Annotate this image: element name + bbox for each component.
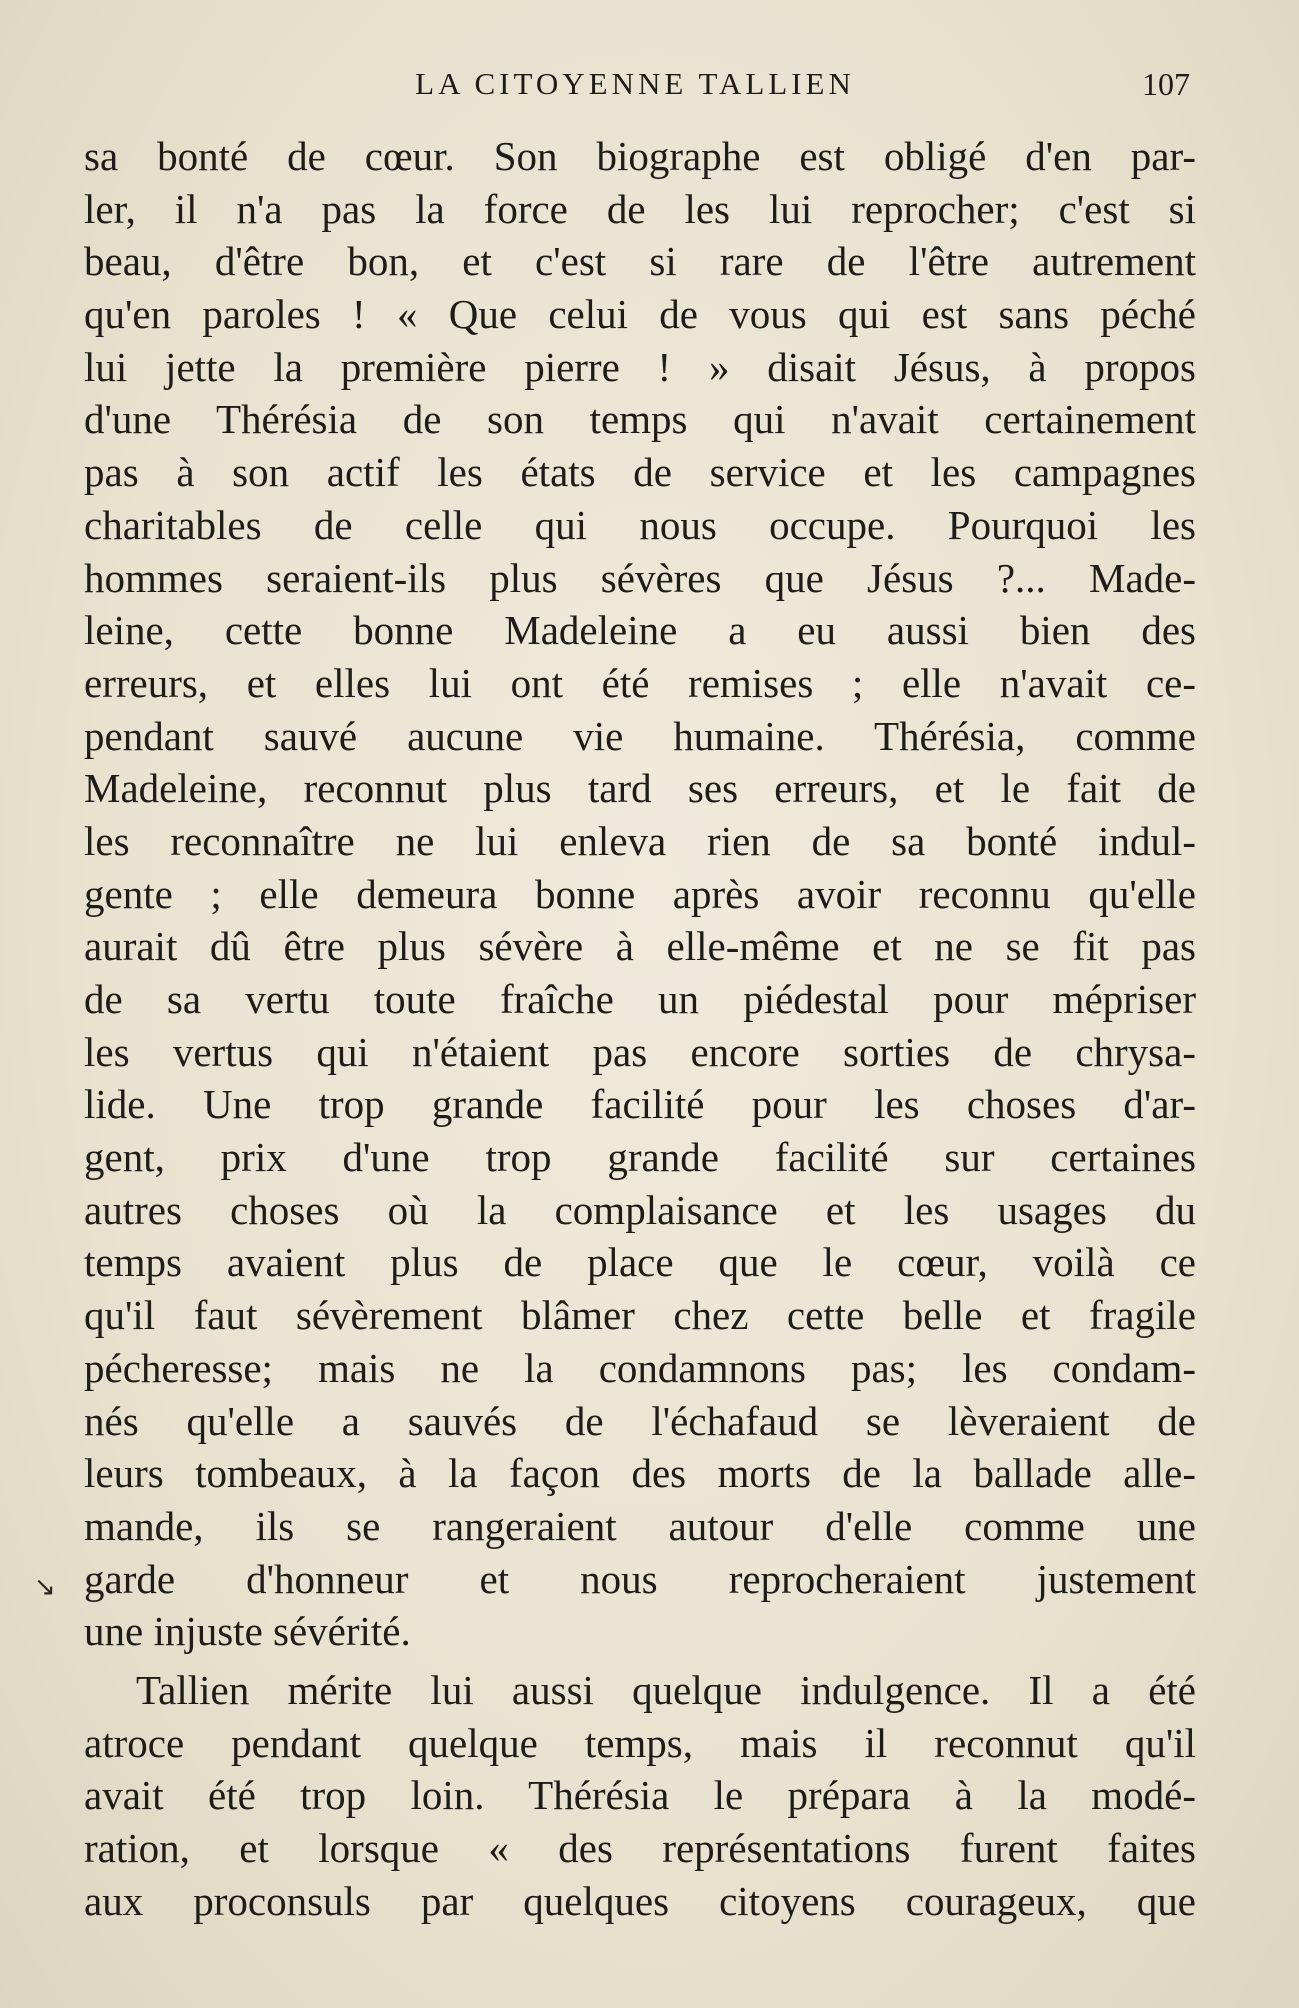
text-line: pas à son actif les états de service et les campagnes [84,449,1196,496]
text-line: avait été trop loin. Thérésia le prépara à la modé- [84,1772,1196,1819]
running-header [80,62,1190,106]
text-line: leurs tombeaux, à la façon des morts de la ballade alle- [84,1450,1196,1497]
text-line: gente ; elle demeura bonne après avoir reconnu qu'elle [84,870,1196,917]
body-text [84,130,1196,1927]
text-line: Madeleine, reconnut plus tard ses erreurs, et le fait de [84,765,1196,812]
text-line: mande, ils se rangeraient autour d'elle comme une [84,1502,1196,1549]
text-line: garde d'honneur et nous reprocheraient justement [84,1555,1196,1602]
page-number: 107 [1142,66,1190,102]
text-line: les vertus qui n'étaient pas encore sorties de chrysa- [84,1028,1196,1075]
text-line: gent, prix d'une trop grande facilité sur certaines [84,1134,1196,1181]
paragraph-2 [84,1664,1196,1927]
text-line: aux proconsuls par quelques citoyens courageux, que [84,1877,1196,1924]
text-line: qu'en paroles ! « Que celui de vous qui est sans péché [84,291,1196,338]
text-line: de sa vertu toute fraîche un piédestal pour mépriser [84,976,1196,1022]
text-line: Tallien mérite lui aussi quelque indulgence. Il a été [136,1666,1196,1713]
text-line: charitables de celle qui nous occupe. Pourquoi les [84,501,1196,548]
text-line: pendant sauvé aucune vie humaine. Thérésia, comme [84,712,1196,759]
text-line: pécheresse; mais ne la condamnons pas; les condam- [84,1344,1196,1391]
text-line: lui jette la première pierre ! » disait Jésus, à propos [84,343,1196,390]
text-line: une injuste sévérité. [84,1608,411,1655]
text-line: leine, cette bonne Madeleine a eu aussi bien des [84,607,1196,654]
text-line: beau, d'être bon, et c'est si rare de l'être autrement [84,238,1196,285]
text-line: d'une Thérésia de son temps qui n'avait certainement [84,396,1196,443]
text-line: ration, et lorsque « des représentations furent faites [84,1825,1196,1871]
text-line: aurait dû être plus sévère à elle-même et ne se fit pas [84,923,1196,970]
text-line: temps avaient plus de place que le cœur, voilà ce [84,1239,1196,1286]
text-line: autres choses où la complaisance et les usages du [84,1186,1196,1233]
text-line: atroce pendant quelque temps, mais il reconnut qu'il [84,1719,1196,1766]
text-line: nés qu'elle a sauvés de l'échafaud se lèveraient de [84,1397,1196,1444]
margin-tick-mark: ↘ [34,1572,56,1602]
paragraph-1 [84,130,1196,1658]
running-title: LA CITOYENNE TALLIEN [415,66,855,101]
text-line: sa bonté de cœur. Son biographe est obligé d'en par- [84,133,1196,179]
text-line: hommes seraient-ils plus sévères que Jésus ?... Made- [84,554,1196,601]
text-line: erreurs, et elles lui ont été remises ; elle n'avait ce- [84,659,1196,706]
text-line: les reconnaître ne lui enleva rien de sa bonté indul- [84,817,1196,864]
text-line: qu'il faut sévèrement blâmer chez cette belle et fragile [84,1292,1196,1339]
text-line: ler, il n'a pas la force de les lui reprocher; c'est si [84,185,1196,232]
text-line: lide. Une trop grande facilité pour les choses d'ar- [84,1081,1196,1128]
